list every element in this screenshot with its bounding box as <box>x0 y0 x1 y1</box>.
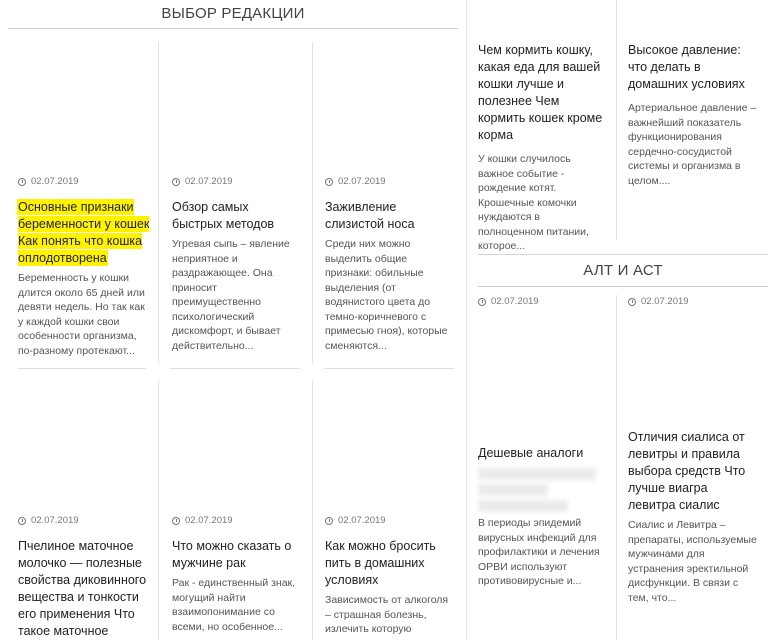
alt-ast-title: АЛТ И АСТ <box>583 262 663 279</box>
article-title[interactable]: Высокое давление: что делать в домашних условиях <box>628 43 745 91</box>
clock-icon <box>325 178 333 186</box>
article-card[interactable] <box>18 176 150 366</box>
article-title[interactable]: Дешевые аналоги <box>478 446 584 460</box>
article-excerpt: Среди них можно выделить общие признаки: обильные выделения (от водянистого цвета до темно-коричневого с примесью гноя), которые сменяются... <box>325 238 448 352</box>
row-divider <box>18 368 146 369</box>
article-date: 02.07.2019 <box>18 515 150 526</box>
article-excerpt: Зависимость от алкоголя – страшная болезнь, излечить которую <box>325 594 449 635</box>
column-divider <box>616 295 617 640</box>
article-date: 02.07.2019 <box>478 296 606 307</box>
article-date: 02.07.2019 <box>172 176 302 187</box>
article-title[interactable]: Отличия сиалиса от левитры и правила выбора средств Что лучше виагра левитра сиалис <box>628 430 746 512</box>
clock-icon <box>478 298 486 306</box>
column-divider <box>158 380 159 640</box>
article-date: 02.07.2019 <box>628 296 758 307</box>
article-excerpt: Артериальное давление – важнейший показатель функционирования сердечно-сосудистой системы и организма в целом.... <box>628 102 757 187</box>
article-card[interactable] <box>628 42 758 242</box>
article-excerpt: Сиалис и Левитра – препараты, используемые мужчинами для устранения эректильной дисфункции. В связи с тем, что... <box>628 519 757 604</box>
article-title[interactable]: Чем кормить кошку, какая еда для вашей кошки лучше и полезнее Чем кормить кошек кроме корма <box>478 43 603 142</box>
article-excerpt: Угревая сыпь – явление неприятное и раздражающее. Она приносит преимущественно психологический дискомфорт, и бывает действительно... <box>172 238 290 352</box>
article-excerpt: В периоды эпидемий вирусных инфекций для профилактики и лечения ОРВИ используют противовирусные и... <box>478 517 600 587</box>
alt-ast-divider-top <box>478 254 768 255</box>
article-date: 02.07.2019 <box>325 515 455 526</box>
article-title[interactable]: Пчелиное маточное молочко — полезные свойства диковинного вещества и тонкости его применения Что такое маточное <box>18 539 147 638</box>
article-date: 02.07.2019 <box>18 176 150 187</box>
row-divider <box>324 368 454 369</box>
article-card[interactable] <box>172 176 302 366</box>
article-card[interactable] <box>325 515 455 640</box>
article-title[interactable]: Как можно бросить пить в домашних условиях <box>325 539 436 587</box>
clock-icon <box>628 298 636 306</box>
editors-choice-divider <box>8 28 458 29</box>
alt-ast-divider <box>478 286 768 287</box>
article-card[interactable] <box>478 42 606 252</box>
article-date: 02.07.2019 <box>172 515 302 526</box>
editors-choice-title: ВЫБОР РЕДАКЦИИ <box>161 5 305 22</box>
column-divider <box>312 380 313 640</box>
article-title[interactable]: Что можно сказать о мужчине рак <box>172 539 292 570</box>
article-card[interactable] <box>628 296 758 640</box>
clock-icon <box>325 517 333 525</box>
article-excerpt: У кошки случилось важное событие - рождение котят. Крошечные комочки нуждаются в полноценном питании, которое... <box>478 153 589 252</box>
article-card[interactable] <box>478 296 606 596</box>
clock-icon <box>18 517 26 525</box>
article-title[interactable]: Обзор самых быстрых методов <box>172 200 275 231</box>
column-divider <box>158 42 159 364</box>
section-divider <box>466 0 467 640</box>
article-title[interactable]: Заживление слизистой носа <box>325 200 415 231</box>
article-title[interactable]: Основные признаки беременности у кошек Как понять что кошка оплодотворена <box>18 200 150 265</box>
article-date: 02.07.2019 <box>325 176 455 187</box>
clock-icon <box>172 517 180 525</box>
article-excerpt: Беременность у кошки длится около 65 дней или девяти недель. Но так как у каждой кошки свои особенности организма, по-разному протекают... <box>18 272 145 357</box>
column-divider <box>616 0 617 240</box>
article-excerpt: Рак - единственный знак, могущий найти взаимопонимание со всеми, но особенное... <box>172 577 296 633</box>
article-card[interactable] <box>172 515 302 640</box>
article-card[interactable] <box>325 176 455 366</box>
row-divider <box>170 368 300 369</box>
blurred-text <box>478 464 606 512</box>
column-divider <box>312 42 313 364</box>
article-card[interactable] <box>18 515 150 640</box>
clock-icon <box>172 178 180 186</box>
clock-icon <box>18 178 26 186</box>
